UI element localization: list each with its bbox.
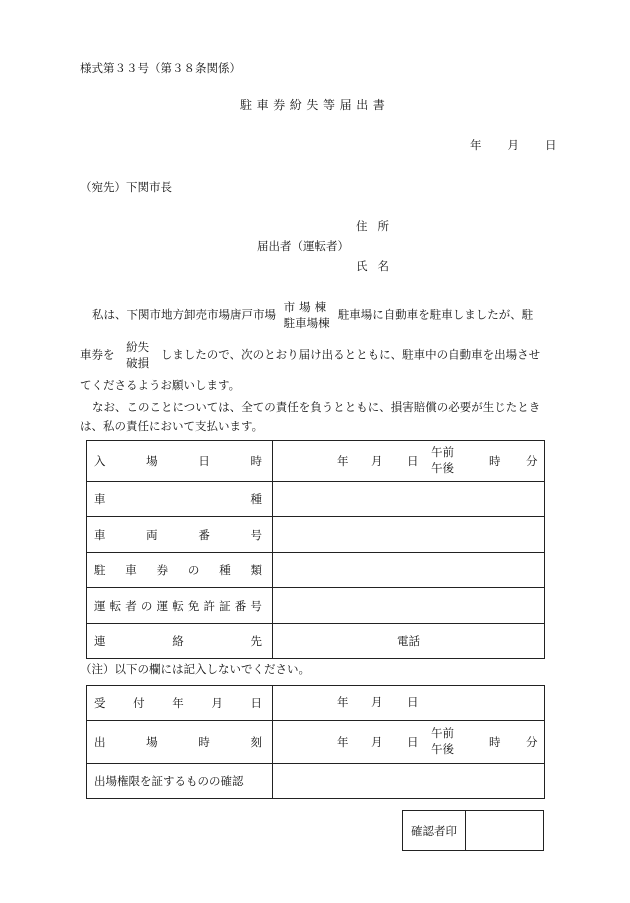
dt-hour: 時 bbox=[489, 454, 501, 468]
rd-month: 月 bbox=[371, 695, 383, 709]
date-year-label: 年 bbox=[470, 138, 482, 152]
et-pm: 午後 bbox=[431, 742, 454, 756]
form-number: 様式第３３号（第３８条関係） bbox=[80, 61, 241, 75]
body-line-3: てくださるようお願いします。 bbox=[80, 378, 241, 392]
datetime-template bbox=[273, 446, 544, 476]
confirmer-seal-label bbox=[403, 811, 466, 851]
dt-month: 月 bbox=[371, 454, 383, 468]
date-template bbox=[273, 693, 544, 713]
vehicle-number-label bbox=[87, 517, 273, 553]
body-text: しましたので、次のとおり届け出るとともに、駐車中の自動車を出場させ bbox=[160, 347, 541, 362]
body-line-1 bbox=[92, 300, 533, 331]
ticket-type-field[interactable] bbox=[273, 553, 545, 588]
et-year: 年 bbox=[337, 735, 349, 749]
dt-minute: 分 bbox=[526, 454, 538, 468]
exit-time-text: 出 場 時 刻 bbox=[94, 735, 262, 749]
applicant-name-label: 氏名 bbox=[356, 259, 399, 273]
body-line-5: は、私の責任において支払います。 bbox=[80, 419, 264, 433]
applicant-address-label: 住所 bbox=[356, 219, 399, 233]
vehicle-type-text: 車 種 bbox=[94, 492, 262, 506]
rd-day: 日 bbox=[407, 695, 419, 709]
contact-label bbox=[87, 624, 273, 659]
rd-year: 年 bbox=[337, 695, 349, 709]
body-line-4: なお、このことについては、全ての責任を負うとともに、損害賠償の必要が生じたとき bbox=[92, 400, 541, 414]
exit-time-label bbox=[87, 721, 273, 764]
applicant-label: 届出者（運転者） bbox=[257, 239, 349, 253]
loss-option-damaged: 破損 bbox=[126, 355, 150, 370]
entry-datetime-label bbox=[87, 441, 273, 482]
contact-text: 連 絡 先 bbox=[94, 634, 262, 648]
office-use-note: （注）以下の欄には記入しないでください。 bbox=[80, 662, 310, 676]
license-number-label bbox=[87, 588, 273, 624]
body-line-2 bbox=[80, 340, 540, 371]
addressee: （宛先）下関市長 bbox=[80, 180, 172, 194]
dt-day: 日 bbox=[407, 454, 419, 468]
table-row bbox=[87, 441, 545, 482]
dt-year: 年 bbox=[337, 454, 349, 468]
license-number-field[interactable] bbox=[273, 588, 545, 624]
vehicle-number-field[interactable] bbox=[273, 517, 545, 553]
body-text: 車券を bbox=[80, 347, 115, 362]
building-options bbox=[284, 300, 331, 331]
et-am: 午前 bbox=[431, 726, 454, 740]
confirmer-seal-field[interactable] bbox=[466, 811, 544, 851]
table-row bbox=[87, 686, 545, 721]
vehicle-type-field[interactable] bbox=[273, 482, 545, 517]
et-hour: 時 bbox=[489, 735, 501, 749]
date-day-label: 日 bbox=[545, 138, 557, 152]
datetime-template bbox=[273, 727, 544, 757]
dt-pm: 午後 bbox=[431, 461, 454, 475]
vehicle-info-table bbox=[86, 440, 545, 659]
date-month-label: 月 bbox=[507, 138, 519, 152]
table-row bbox=[87, 517, 545, 553]
table-row bbox=[87, 624, 545, 659]
contact-field[interactable] bbox=[273, 624, 545, 659]
permission-check-field[interactable] bbox=[273, 764, 545, 799]
entry-datetime-field[interactable] bbox=[273, 441, 545, 482]
table-row bbox=[87, 482, 545, 517]
permission-check-label bbox=[87, 764, 273, 799]
table-row bbox=[87, 764, 545, 799]
received-date-label bbox=[87, 686, 273, 721]
et-day: 日 bbox=[407, 735, 419, 749]
body-text: 私は、下関市地方卸売市場唐戸市場 bbox=[92, 307, 276, 322]
vehicle-type-label bbox=[87, 482, 273, 517]
vehicle-number-text: 車 両 番 号 bbox=[94, 527, 262, 542]
body-text: 駐車場に自動車を駐車しましたが、駐 bbox=[337, 307, 534, 322]
office-use-table bbox=[86, 685, 545, 799]
dt-am: 午前 bbox=[431, 445, 454, 459]
et-minute: 分 bbox=[526, 735, 538, 749]
ticket-type-text: 駐 車 券 の 種 類 bbox=[94, 563, 262, 577]
exit-time-field[interactable] bbox=[273, 721, 545, 764]
document-title: 駐車券紛失等届出書 bbox=[240, 98, 390, 112]
entry-datetime-text: 入 場 日 時 bbox=[94, 454, 262, 468]
table-row bbox=[87, 553, 545, 588]
ticket-type-label bbox=[87, 553, 273, 588]
loss-options bbox=[126, 340, 149, 371]
license-number-text: 運 転 者 の 運 転 免 許 証 番 号 bbox=[94, 598, 262, 613]
table-row bbox=[403, 811, 544, 851]
date-line bbox=[470, 140, 557, 152]
table-row bbox=[87, 721, 545, 764]
et-month: 月 bbox=[371, 735, 383, 749]
phone-label: 電話 bbox=[397, 634, 420, 648]
loss-option-lost: 紛失 bbox=[126, 340, 150, 354]
building-option-market: 市場棟 bbox=[283, 300, 331, 314]
confirmer-seal-box bbox=[402, 810, 544, 851]
received-date-field[interactable] bbox=[273, 686, 545, 721]
received-date-text: 受 付 年 月 日 bbox=[94, 696, 262, 710]
confirmer-seal-text: 確認者印 bbox=[411, 823, 457, 838]
permission-check-text: 出場権限を証するものの確認 bbox=[94, 774, 244, 788]
table-row bbox=[87, 588, 545, 624]
building-option-parking: 駐車場棟 bbox=[283, 315, 330, 330]
